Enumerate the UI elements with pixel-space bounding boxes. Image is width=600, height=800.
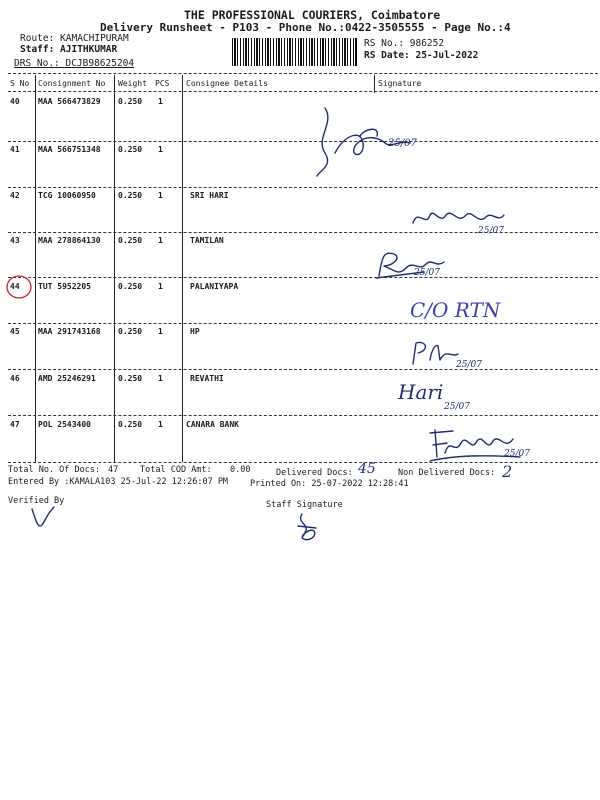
row-consignee: SRI HARI — [190, 191, 229, 200]
row-pcs: 1 — [158, 191, 163, 200]
row-pcs: 1 — [158, 374, 163, 383]
row-sno: 47 — [10, 420, 20, 429]
row-sno: 45 — [10, 327, 20, 336]
cod-value: 0.00 — [230, 465, 251, 475]
row-pcs: 1 — [158, 97, 163, 106]
row-rule — [8, 187, 598, 188]
col-divider-1 — [35, 75, 36, 462]
row-consignee: PALANIYAPA — [190, 282, 239, 291]
row-consignment: AMD 25246291 — [38, 374, 96, 383]
row-consignment: MAA 278864130 — [38, 236, 101, 245]
row-consignment: MAA 291743168 — [38, 327, 101, 336]
row-weight: 0.250 — [118, 97, 143, 106]
row-consignment: TUT 5952205 — [38, 282, 91, 291]
row-sno: 46 — [10, 374, 20, 383]
signature-row-40-41 — [305, 98, 445, 178]
signature-date-47: 25/07 — [504, 449, 530, 459]
col-sno: S No — [10, 79, 30, 88]
signature-row-44: C/O RTN — [410, 298, 501, 322]
non-delivered-label: Non Delivered Docs: — [398, 468, 496, 478]
row-rule — [8, 277, 598, 278]
company-title: THE PROFESSIONAL COURIERS, Coimbatore — [184, 8, 441, 22]
signature-date-43: 25/07 — [414, 268, 440, 278]
staff-signature-label: Staff Signature — [266, 500, 343, 510]
row-weight: 0.250 — [118, 282, 143, 291]
rs-number: RS No.: 986252 — [364, 38, 445, 49]
row-consignee: HP — [190, 327, 200, 336]
row-consignee: CANARA BANK — [186, 420, 239, 429]
row-consignment: MAA 566473829 — [38, 97, 101, 106]
row-weight: 0.250 — [118, 191, 143, 200]
staff-signature — [292, 510, 322, 546]
row-pcs: 1 — [158, 420, 163, 429]
row-rule — [8, 415, 598, 416]
row-sno: 44 — [10, 282, 20, 291]
drs-number: DRS No.: DCJB98625204 — [14, 58, 135, 69]
delivered-count: 45 — [358, 461, 376, 477]
col-divider-2 — [114, 75, 115, 462]
row-sno: 40 — [10, 97, 20, 106]
header-top-rule — [8, 73, 598, 74]
cod-label: Total COD Amt: — [140, 465, 212, 475]
row-weight: 0.250 — [118, 374, 143, 383]
row-rule — [8, 141, 598, 142]
row-pcs: 1 — [158, 145, 163, 154]
signature-name-46: Hari — [398, 380, 444, 404]
rs-date: RS Date: 25-Jul-2022 — [364, 50, 479, 61]
signature-date-42: 25/07 — [478, 226, 504, 236]
row-consignment: MAA 566751348 — [38, 145, 101, 154]
col-weight: Weight — [118, 79, 147, 88]
row-consignment: TCG 10060950 — [38, 191, 96, 200]
col-consignee: Consignee Details — [186, 79, 268, 88]
entered-by: Entered By :KAMALA103 25-Jul-22 12:26:07 PM — [8, 477, 229, 487]
barcode — [232, 38, 358, 66]
signature-row-47 — [425, 425, 525, 465]
header-bottom-rule — [8, 91, 598, 92]
printed-on: Printed On: 25-07-2022 12:28:41 — [250, 479, 409, 489]
row-pcs: 1 — [158, 236, 163, 245]
col-signature: Signature — [378, 79, 422, 88]
row-rule — [8, 323, 598, 324]
row-sno: 43 — [10, 236, 20, 245]
runsheet-title: Delivery Runsheet - P103 - Phone No.:0422-3505555 - Page No.:4 — [100, 21, 511, 34]
route-label: Route: KAMACHIPURAM — [20, 33, 129, 44]
signature-date-41: 25/07 — [388, 138, 417, 149]
staff-label: Staff: AJITHKUMAR — [20, 44, 118, 55]
row-pcs: 1 — [158, 327, 163, 336]
total-docs-value: 47 — [108, 465, 119, 475]
row-weight: 0.250 — [118, 145, 143, 154]
non-delivered-count: 2 — [502, 462, 513, 481]
red-circle-mark — [4, 272, 34, 302]
verified-signature — [28, 503, 58, 533]
row-pcs: 1 — [158, 282, 163, 291]
row-consignee: REVATHI — [190, 374, 224, 383]
row-weight: 0.250 — [118, 236, 143, 245]
row-weight: 0.250 — [118, 327, 143, 336]
col-divider-4 — [374, 75, 375, 93]
col-divider-3 — [182, 75, 183, 462]
col-consignment: Consignment No — [38, 79, 106, 88]
signature-date-46: 25/07 — [444, 402, 470, 412]
signature-date-45: 25/07 — [456, 360, 482, 370]
total-docs-label: Total No. Of Docs: — [8, 465, 101, 475]
row-consignee: TAMILAN — [190, 236, 224, 245]
row-rule — [8, 369, 598, 370]
row-weight: 0.250 — [118, 420, 143, 429]
row-consignment: POL 2543400 — [38, 420, 91, 429]
verified-by-label: Verified By — [8, 496, 65, 506]
row-sno: 42 — [10, 191, 20, 200]
col-pcs: PCS — [155, 79, 170, 88]
delivered-label: Delivered Docs: — [276, 468, 353, 478]
row-sno: 41 — [10, 145, 20, 154]
